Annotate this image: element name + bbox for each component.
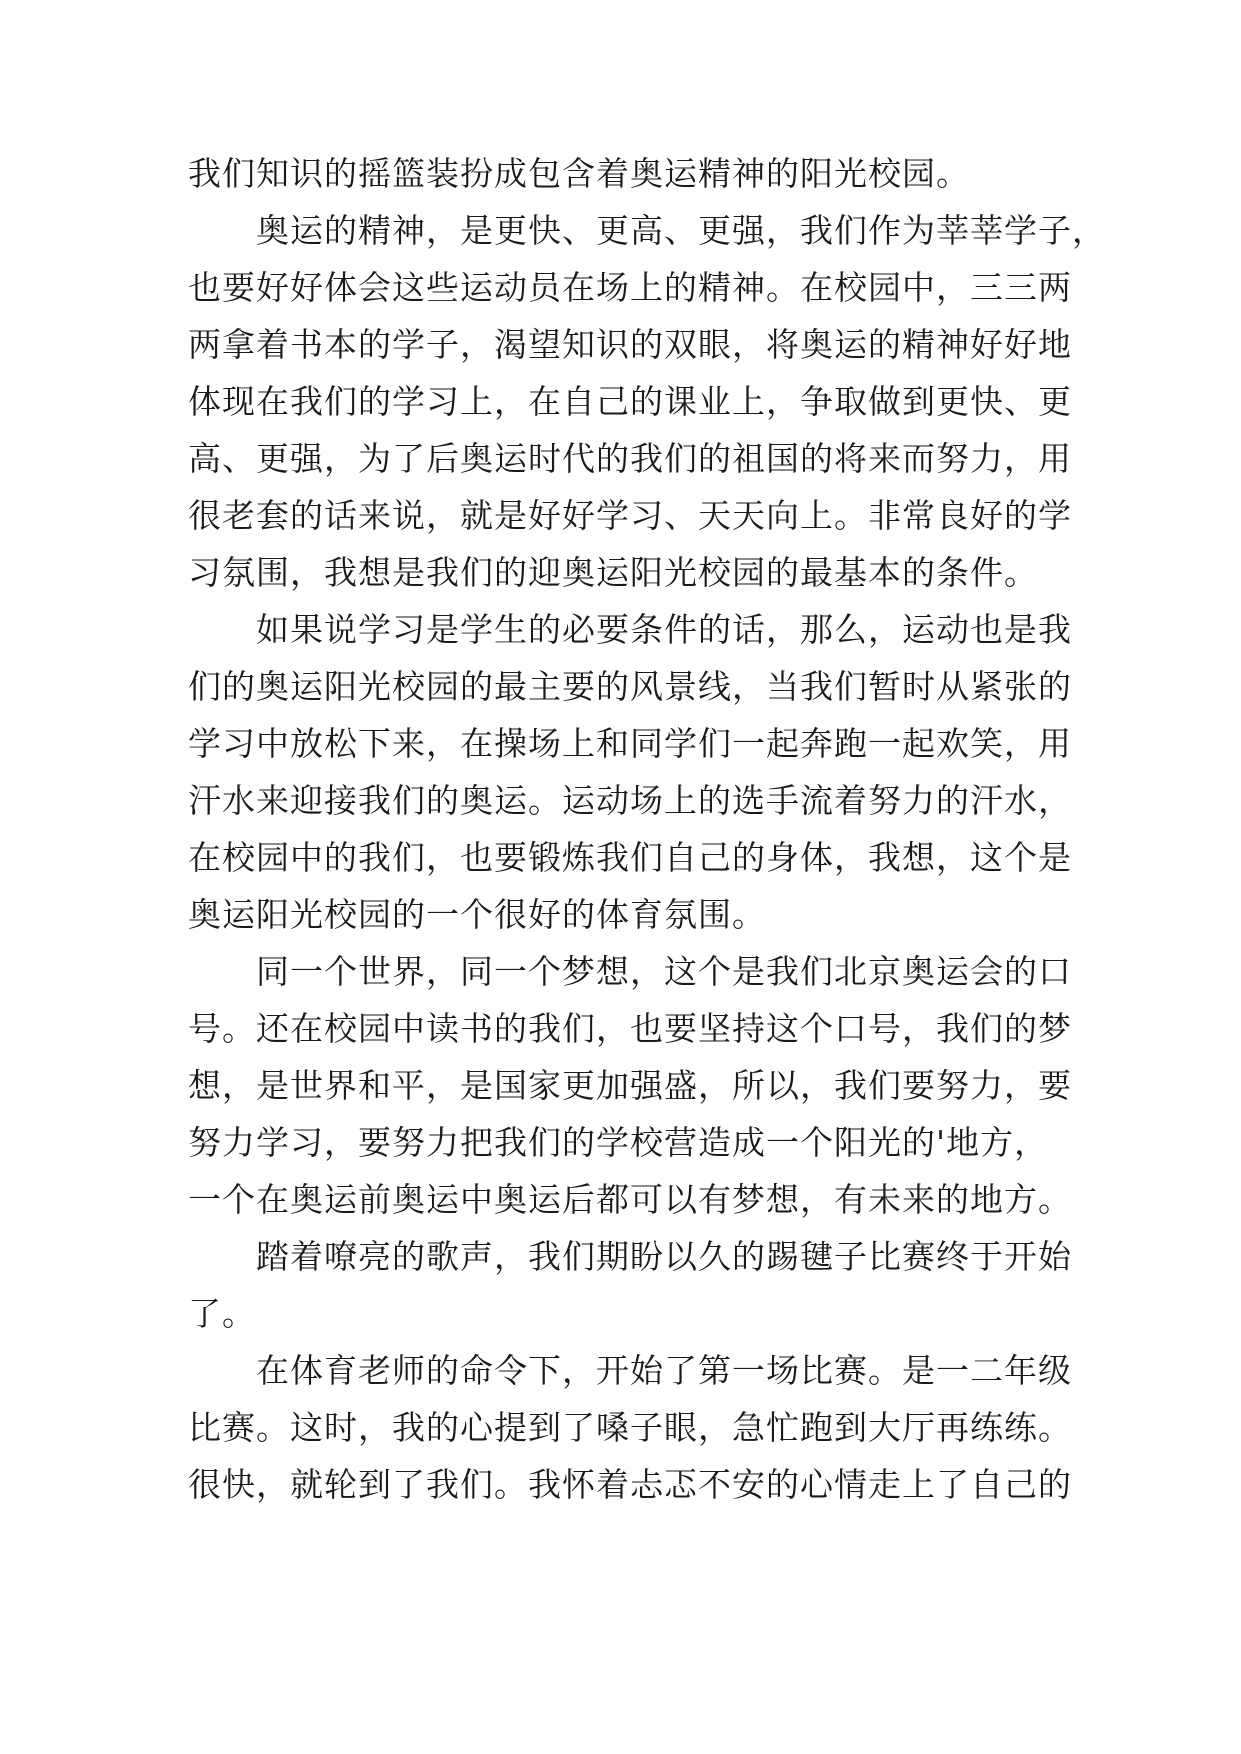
text-line: 两拿着书本的学子，渴望知识的双眼，将奥运的精神好好地 bbox=[188, 325, 1072, 364]
text-line: 号。还在校园中读书的我们，也要坚持这个口号，我们的梦 bbox=[188, 1009, 1072, 1048]
text-line: 努力学习，要努力把我们的学校营造成一个阳光的'地方， bbox=[188, 1123, 1049, 1162]
text-line: 学习中放松下来，在操场上和同学们一起奔跑一起欢笑，用 bbox=[188, 724, 1072, 763]
text-line: 我们知识的摇篮装扮成包含着奥运精神的阳光校园。 bbox=[188, 154, 970, 193]
text-line: 奥运的精神，是更快、更高、更强，我们作为莘莘学子， bbox=[188, 211, 1106, 250]
text-line: 在校园中的我们，也要锻炼我们自己的身体，我想，这个是 bbox=[188, 838, 1072, 877]
text-line: 习氛围，我想是我们的迎奥运阳光校园的最基本的条件。 bbox=[188, 553, 1038, 592]
text-line: 在体育老师的命令下，开始了第一场比赛。是一二年级 bbox=[188, 1351, 1072, 1390]
text-line: 如果说学习是学生的必要条件的话，那么，运动也是我 bbox=[188, 610, 1072, 649]
text-line: 体现在我们的学习上，在自己的课业上，争取做到更快、更 bbox=[188, 382, 1072, 421]
text-line: 也要好好体会这些运动员在场上的精神。在校园中，三三两 bbox=[188, 268, 1072, 307]
text-line: 奥运阳光校园的一个很好的体育氛围。 bbox=[188, 895, 766, 934]
text-line: 很老套的话来说，就是好好学习、天天向上。非常良好的学 bbox=[188, 496, 1072, 535]
text-line: 一个在奥运前奥运中奥运后都可以有梦想，有未来的地方。 bbox=[188, 1180, 1072, 1219]
text-line: 们的奥运阳光校园的最主要的风景线，当我们暂时从紧张的 bbox=[188, 667, 1072, 706]
text-line: 汗水来迎接我们的奥运。运动场上的选手流着努力的汗水， bbox=[188, 781, 1072, 820]
text-line: 同一个世界，同一个梦想，这个是我们北京奥运会的口 bbox=[188, 952, 1072, 991]
text-line: 想，是世界和平，是国家更加强盛，所以，我们要努力，要 bbox=[188, 1066, 1072, 1105]
text-line: 很快，就轮到了我们。我怀着忐忑不安的心情走上了自己的 bbox=[188, 1465, 1072, 1504]
text-line: 高、更强，为了后奥运时代的我们的祖国的将来而努力，用 bbox=[188, 439, 1072, 478]
text-line: 了。 bbox=[188, 1294, 256, 1333]
text-line: 踏着嘹亮的歌声，我们期盼以久的踢毽子比赛终于开始 bbox=[188, 1237, 1072, 1276]
text-line: 比赛。这时，我的心提到了嗓子眼，急忙跑到大厅再练练。 bbox=[188, 1408, 1072, 1447]
